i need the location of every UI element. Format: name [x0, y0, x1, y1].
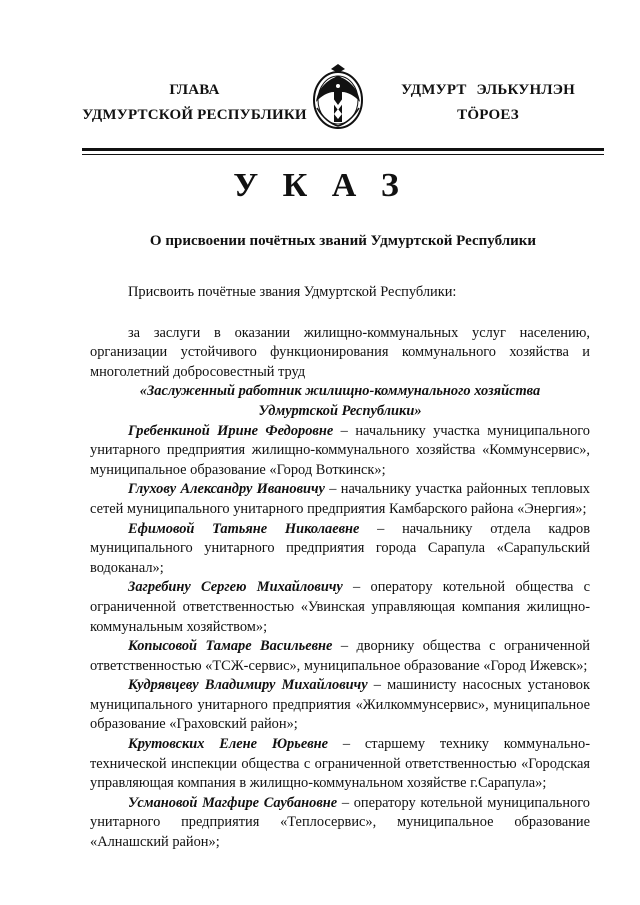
recipient-position: – начальнику участка районных тепловых сетей муниципального унитарного предприятия Камбарского района «Энергия»;	[90, 481, 590, 517]
recipient-name: Гребенкиной Ирине Федоровне	[128, 422, 334, 439]
recipient-position: – машинисту насосных установок муниципального унитарного предприятия «Жилкоммунсервис», муниципальное образование «Граховский район»;	[90, 677, 590, 733]
recipient-entry	[90, 578, 590, 637]
recipient-position: – старшему технику коммунально-технической инспекции общества с ограниченной ответственностью «Городская управляющая компания в жилищно-коммунальном хозяйстве г.Сарапула»;	[90, 736, 590, 792]
recipient-name: Кудрявцеву Владимиру Михайловичу	[128, 677, 368, 694]
recipient-entry	[90, 735, 590, 794]
header-right-line2: ТӦРОЕЗ	[457, 107, 519, 123]
header-left-line2: УДМУРТСКОЙ РЕСПУБЛИКИ	[82, 107, 307, 123]
recipient-entry	[90, 422, 590, 481]
recipient-name: Ефимовой Татьяне Николаевне	[128, 520, 360, 537]
recipient-name: Крутовских Елене Юрьевне	[128, 736, 329, 753]
recipient-entry	[90, 794, 590, 853]
document-body	[90, 283, 590, 853]
recipient-position: – начальнику отдела кадров муниципального унитарного предприятия города Сарапула «Сарапульский водоканал»;	[90, 520, 590, 576]
recipient-position: – дворнику общества с ограниченной ответственностью «ТСЖ-сервис», муниципальное образование «Город Ижевск»;	[90, 638, 590, 674]
recipient-entry	[90, 480, 590, 519]
recipient-name: Копысовой Тамаре Васильевне	[128, 638, 333, 655]
intro-paragraph: Присвоить почётные звания Удмуртской Республики:	[128, 284, 457, 300]
document-subtitle: О присвоении почётных званий Удмуртской Республики	[149, 233, 537, 249]
header-divider-thick	[82, 148, 604, 151]
header-right	[388, 78, 588, 128]
recipient-entry	[90, 676, 590, 735]
recipient-position: – оператору котельной муниципального унитарного предприятия «Теплосервис», муниципальное образование «Алнашский район»;	[90, 794, 590, 851]
award-title: «Заслуженный работник жилищно-коммунального хозяйства Удмуртской Республики»	[139, 383, 541, 419]
header-divider-thin	[82, 154, 604, 155]
recipient-position: – оператору котельной общества с ограниченной ответственностью «Увинская управляющая компания жилищно-коммунальным хозяйством»;	[90, 579, 591, 635]
coat-of-arms-icon	[307, 62, 369, 132]
recipient-position: – начальнику участка муниципального унитарного предприятия жилищно-коммунального хозяйства «Коммунсервис», муниципальное образование «Город Воткинск»;	[90, 422, 591, 478]
header-left	[82, 78, 307, 128]
document-title: У К А З	[233, 167, 407, 204]
header-left-line1: ГЛАВА	[169, 82, 220, 98]
recipient-name: Глухову Александру Ивановичу	[128, 481, 325, 498]
recipient-entry	[90, 637, 590, 676]
recipient-name: Усмановой Магфире Саубановне	[128, 794, 338, 811]
recipient-entry	[90, 520, 590, 579]
header-right-line1: УДМУРТ ЭЛЬКУНЛЭН	[401, 82, 575, 98]
merit-paragraph: за заслуги в оказании жилищно-коммунальных услуг населению, организации устойчивого функционирования коммунального хозяйства и многолетний добросовестный труд	[90, 324, 590, 380]
recipient-name: Загребину Сергею Михайловичу	[128, 579, 343, 596]
